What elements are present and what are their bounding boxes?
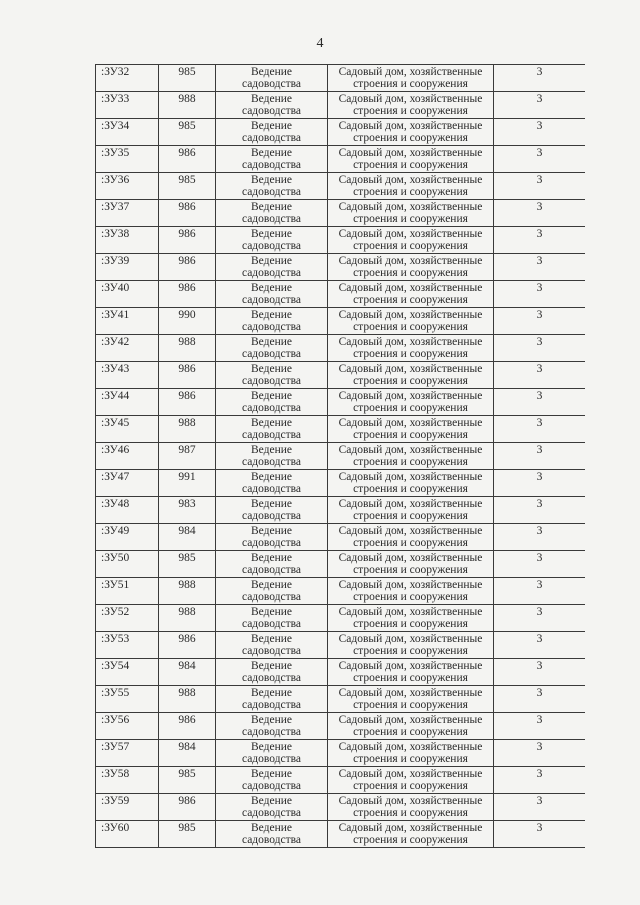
buildings-cell-line1: Садовый дом, хозяйственные [338, 309, 483, 321]
area-cell: 990 [159, 308, 216, 335]
buildings-cell-line1: Садовый дом, хозяйственные [338, 363, 483, 375]
area-cell: 988 [159, 416, 216, 443]
buildings-cell-line2: строения и сооружения [353, 348, 468, 360]
class-cell: 3 [494, 92, 586, 119]
buildings-cell-line1: Садовый дом, хозяйственные [338, 498, 483, 510]
permitted-use-cell [216, 767, 328, 794]
permitted-use-cell-line2: садоводства [241, 834, 302, 846]
permitted-use-cell-line1: Ведение [251, 174, 292, 186]
parcel-id-cell: :ЗУ43 [96, 362, 159, 389]
parcel-id-cell: :ЗУ46 [96, 443, 159, 470]
buildings-cell-line2: строения и сооружения [353, 834, 468, 846]
buildings-cell [328, 254, 494, 281]
area-cell: 986 [159, 794, 216, 821]
permitted-use-cell-line1: Ведение [251, 309, 292, 321]
buildings-cell [328, 632, 494, 659]
buildings-cell-line1: Садовый дом, хозяйственные [338, 390, 483, 402]
permitted-use-cell-line2: садоводства [241, 105, 302, 117]
buildings-cell-line2: строения и сооружения [353, 159, 468, 171]
permitted-use-cell-line2: садоводства [241, 213, 302, 225]
table-row [96, 767, 586, 794]
permitted-use-cell-line1: Ведение [251, 120, 292, 132]
permitted-use-cell-line2: садоводства [241, 699, 302, 711]
buildings-cell-line1: Садовый дом, хозяйственные [338, 687, 483, 699]
area-cell: 985 [159, 119, 216, 146]
buildings-cell-line1: Садовый дом, хозяйственные [338, 795, 483, 807]
class-cell: 3 [494, 146, 586, 173]
area-cell: 984 [159, 524, 216, 551]
parcel-id-cell: :ЗУ55 [96, 686, 159, 713]
permitted-use-cell-line1: Ведение [251, 201, 292, 213]
permitted-use-cell [216, 632, 328, 659]
permitted-use-cell-line1: Ведение [251, 336, 292, 348]
permitted-use-cell-line2: садоводства [241, 618, 302, 630]
class-cell: 3 [494, 335, 586, 362]
permitted-use-cell [216, 659, 328, 686]
class-cell: 3 [494, 173, 586, 200]
parcel-id-cell: :ЗУ53 [96, 632, 159, 659]
permitted-use-cell-line2: садоводства [241, 429, 302, 441]
permitted-use-cell-line1: Ведение [251, 660, 292, 672]
permitted-use-cell [216, 794, 328, 821]
permitted-use-cell [216, 308, 328, 335]
area-cell: 988 [159, 605, 216, 632]
permitted-use-cell [216, 173, 328, 200]
permitted-use-cell-line1: Ведение [251, 66, 292, 78]
parcel-id-cell: :ЗУ51 [96, 578, 159, 605]
parcel-id-cell: :ЗУ54 [96, 659, 159, 686]
class-cell: 3 [494, 740, 586, 767]
permitted-use-cell-line1: Ведение [251, 363, 292, 375]
buildings-cell-line1: Садовый дом, хозяйственные [338, 660, 483, 672]
table-row [96, 281, 586, 308]
permitted-use-cell [216, 254, 328, 281]
permitted-use-cell-line2: садоводства [241, 294, 302, 306]
parcel-id-cell: :ЗУ34 [96, 119, 159, 146]
buildings-cell-line1: Садовый дом, хозяйственные [338, 741, 483, 753]
parcel-id-cell: :ЗУ41 [96, 308, 159, 335]
permitted-use-cell-line1: Ведение [251, 444, 292, 456]
permitted-use-cell [216, 227, 328, 254]
buildings-cell-line2: строения и сооружения [353, 591, 468, 603]
table-row [96, 632, 586, 659]
permitted-use-cell [216, 389, 328, 416]
table-row [96, 794, 586, 821]
permitted-use-cell-line2: садоводства [241, 402, 302, 414]
table-row [96, 200, 586, 227]
buildings-cell-line1: Садовый дом, хозяйственные [338, 552, 483, 564]
buildings-cell-line2: строения и сооружения [353, 618, 468, 630]
buildings-cell-line1: Садовый дом, хозяйственные [338, 444, 483, 456]
permitted-use-cell [216, 335, 328, 362]
buildings-cell-line2: строения и сооружения [353, 294, 468, 306]
class-cell: 3 [494, 308, 586, 335]
area-cell: 985 [159, 821, 216, 848]
buildings-cell-line1: Садовый дом, хозяйственные [338, 282, 483, 294]
buildings-cell-line2: строения и сооружения [353, 510, 468, 522]
permitted-use-cell [216, 740, 328, 767]
class-cell: 3 [494, 470, 586, 497]
buildings-cell-line1: Садовый дом, хозяйственные [338, 93, 483, 105]
permitted-use-cell [216, 65, 328, 92]
table-row [96, 416, 586, 443]
permitted-use-cell-line2: садоводства [241, 672, 302, 684]
class-cell: 3 [494, 551, 586, 578]
table-row [96, 740, 586, 767]
buildings-cell [328, 119, 494, 146]
buildings-cell-line2: строения и сооружения [353, 564, 468, 576]
permitted-use-cell [216, 119, 328, 146]
buildings-cell-line1: Садовый дом, хозяйственные [338, 714, 483, 726]
class-cell: 3 [494, 524, 586, 551]
buildings-cell-line1: Садовый дом, хозяйственные [338, 120, 483, 132]
class-cell: 3 [494, 65, 586, 92]
table-row [96, 335, 586, 362]
class-cell: 3 [494, 578, 586, 605]
permitted-use-cell-line1: Ведение [251, 741, 292, 753]
buildings-cell [328, 659, 494, 686]
table-row [96, 173, 586, 200]
buildings-cell-line1: Садовый дом, хозяйственные [338, 822, 483, 834]
buildings-cell-line2: строения и сооружения [353, 726, 468, 738]
permitted-use-cell [216, 578, 328, 605]
buildings-cell [328, 551, 494, 578]
table-row [96, 470, 586, 497]
parcel-id-cell: :ЗУ56 [96, 713, 159, 740]
permitted-use-cell-line2: садоводства [241, 456, 302, 468]
table-row [96, 605, 586, 632]
permitted-use-cell-line1: Ведение [251, 417, 292, 429]
parcel-id-cell: :ЗУ40 [96, 281, 159, 308]
buildings-cell [328, 443, 494, 470]
parcel-table-container [95, 64, 585, 864]
parcel-id-cell: :ЗУ50 [96, 551, 159, 578]
buildings-cell [328, 605, 494, 632]
buildings-cell-line2: строения и сооружения [353, 672, 468, 684]
permitted-use-cell-line2: садоводства [241, 375, 302, 387]
table-row [96, 362, 586, 389]
class-cell: 3 [494, 416, 586, 443]
buildings-cell-line2: строения и сооружения [353, 456, 468, 468]
class-cell: 3 [494, 389, 586, 416]
buildings-cell-line2: строения и сооружения [353, 699, 468, 711]
permitted-use-cell-line1: Ведение [251, 795, 292, 807]
class-cell: 3 [494, 686, 586, 713]
area-cell: 986 [159, 713, 216, 740]
buildings-cell [328, 281, 494, 308]
parcel-id-cell: :ЗУ45 [96, 416, 159, 443]
buildings-cell [328, 740, 494, 767]
parcel-id-cell: :ЗУ38 [96, 227, 159, 254]
table-row [96, 659, 586, 686]
parcel-id-cell: :ЗУ48 [96, 497, 159, 524]
permitted-use-cell [216, 524, 328, 551]
parcel-id-cell: :ЗУ57 [96, 740, 159, 767]
area-cell: 988 [159, 92, 216, 119]
buildings-cell-line2: строения и сооружения [353, 213, 468, 225]
permitted-use-cell-line2: садоводства [241, 510, 302, 522]
permitted-use-cell-line2: садоводства [241, 240, 302, 252]
area-cell: 988 [159, 686, 216, 713]
parcel-id-cell: :ЗУ39 [96, 254, 159, 281]
table-row [96, 389, 586, 416]
table-row [96, 308, 586, 335]
permitted-use-cell-line2: садоводства [241, 780, 302, 792]
permitted-use-cell [216, 713, 328, 740]
area-cell: 991 [159, 470, 216, 497]
buildings-cell [328, 92, 494, 119]
buildings-cell-line2: строения и сооружения [353, 537, 468, 549]
buildings-cell-line2: строения и сооружения [353, 105, 468, 117]
table-row [96, 227, 586, 254]
permitted-use-cell-line1: Ведение [251, 147, 292, 159]
area-cell: 986 [159, 146, 216, 173]
buildings-cell [328, 578, 494, 605]
permitted-use-cell [216, 92, 328, 119]
permitted-use-cell-line2: садоводства [241, 564, 302, 576]
buildings-cell [328, 767, 494, 794]
buildings-cell [328, 335, 494, 362]
parcel-id-cell: :ЗУ49 [96, 524, 159, 551]
permitted-use-cell [216, 281, 328, 308]
permitted-use-cell-line2: садоводства [241, 321, 302, 333]
table-row [96, 686, 586, 713]
buildings-cell-line1: Садовый дом, хозяйственные [338, 336, 483, 348]
area-cell: 983 [159, 497, 216, 524]
table-row [96, 524, 586, 551]
table-row [96, 443, 586, 470]
permitted-use-cell-line1: Ведение [251, 822, 292, 834]
permitted-use-cell-line2: садоводства [241, 645, 302, 657]
parcel-id-cell: :ЗУ33 [96, 92, 159, 119]
permitted-use-cell-line2: садоводства [241, 267, 302, 279]
permitted-use-cell-line1: Ведение [251, 471, 292, 483]
buildings-cell-line2: строения и сооружения [353, 132, 468, 144]
buildings-cell [328, 65, 494, 92]
parcel-id-cell: :ЗУ52 [96, 605, 159, 632]
permitted-use-cell-line2: садоводства [241, 537, 302, 549]
permitted-use-cell-line2: садоводства [241, 483, 302, 495]
buildings-cell-line2: строения и сооружения [353, 753, 468, 765]
table-row [96, 551, 586, 578]
buildings-cell [328, 821, 494, 848]
class-cell: 3 [494, 254, 586, 281]
permitted-use-cell [216, 443, 328, 470]
permitted-use-cell [216, 200, 328, 227]
permitted-use-cell-line2: садоводства [241, 132, 302, 144]
buildings-cell [328, 686, 494, 713]
buildings-cell [328, 524, 494, 551]
permitted-use-cell [216, 470, 328, 497]
permitted-use-cell-line2: садоводства [241, 726, 302, 738]
class-cell: 3 [494, 659, 586, 686]
permitted-use-cell [216, 821, 328, 848]
permitted-use-cell-line1: Ведение [251, 93, 292, 105]
permitted-use-cell-line1: Ведение [251, 390, 292, 402]
area-cell: 988 [159, 578, 216, 605]
table-row [96, 119, 586, 146]
class-cell: 3 [494, 443, 586, 470]
buildings-cell-line2: строения и сооружения [353, 483, 468, 495]
buildings-cell-line1: Садовый дом, хозяйственные [338, 228, 483, 240]
class-cell: 3 [494, 794, 586, 821]
buildings-cell-line2: строения и сооружения [353, 807, 468, 819]
buildings-cell-line2: строения и сооружения [353, 267, 468, 279]
permitted-use-cell-line2: садоводства [241, 78, 302, 90]
buildings-cell-line2: строения и сооружения [353, 429, 468, 441]
permitted-use-cell [216, 146, 328, 173]
permitted-use-cell [216, 551, 328, 578]
permitted-use-cell-line1: Ведение [251, 525, 292, 537]
buildings-cell [328, 308, 494, 335]
permitted-use-cell-line1: Ведение [251, 228, 292, 240]
area-cell: 986 [159, 200, 216, 227]
parcel-table-body [96, 65, 586, 848]
buildings-cell-line1: Садовый дом, хозяйственные [338, 606, 483, 618]
permitted-use-cell-line1: Ведение [251, 579, 292, 591]
parcel-id-cell: :ЗУ32 [96, 65, 159, 92]
permitted-use-cell-line1: Ведение [251, 633, 292, 645]
parcel-id-cell: :ЗУ42 [96, 335, 159, 362]
buildings-cell [328, 173, 494, 200]
buildings-cell-line2: строения и сооружения [353, 375, 468, 387]
buildings-cell [328, 713, 494, 740]
permitted-use-cell-line1: Ведение [251, 498, 292, 510]
class-cell: 3 [494, 362, 586, 389]
class-cell: 3 [494, 821, 586, 848]
area-cell: 985 [159, 173, 216, 200]
buildings-cell-line1: Садовый дом, хозяйственные [338, 147, 483, 159]
area-cell: 986 [159, 254, 216, 281]
area-cell: 986 [159, 227, 216, 254]
area-cell: 984 [159, 659, 216, 686]
permitted-use-cell-line2: садоводства [241, 186, 302, 198]
area-cell: 986 [159, 632, 216, 659]
parcel-id-cell: :ЗУ60 [96, 821, 159, 848]
parcel-id-cell: :ЗУ35 [96, 146, 159, 173]
class-cell: 3 [494, 767, 586, 794]
permitted-use-cell-line1: Ведение [251, 768, 292, 780]
area-cell: 986 [159, 362, 216, 389]
class-cell: 3 [494, 119, 586, 146]
table-row [96, 146, 586, 173]
buildings-cell-line2: строения и сооружения [353, 402, 468, 414]
permitted-use-cell [216, 605, 328, 632]
buildings-cell-line1: Садовый дом, хозяйственные [338, 768, 483, 780]
buildings-cell-line1: Садовый дом, хозяйственные [338, 255, 483, 267]
buildings-cell-line1: Садовый дом, хозяйственные [338, 471, 483, 483]
page-number: 4 [316, 36, 324, 51]
permitted-use-cell-line1: Ведение [251, 687, 292, 699]
buildings-cell [328, 146, 494, 173]
table-row [96, 65, 586, 92]
buildings-cell-line1: Садовый дом, хозяйственные [338, 174, 483, 186]
area-cell: 985 [159, 767, 216, 794]
table-row [96, 254, 586, 281]
permitted-use-cell [216, 686, 328, 713]
class-cell: 3 [494, 605, 586, 632]
buildings-cell [328, 200, 494, 227]
class-cell: 3 [494, 632, 586, 659]
table-row [96, 821, 586, 848]
table-row [96, 578, 586, 605]
buildings-cell-line1: Садовый дом, хозяйственные [338, 417, 483, 429]
area-cell: 985 [159, 551, 216, 578]
table-row [96, 497, 586, 524]
parcel-id-cell: :ЗУ36 [96, 173, 159, 200]
parcel-id-cell: :ЗУ44 [96, 389, 159, 416]
parcel-id-cell: :ЗУ37 [96, 200, 159, 227]
buildings-cell-line2: строения и сооружения [353, 321, 468, 333]
parcel-table [95, 64, 585, 848]
buildings-cell [328, 389, 494, 416]
permitted-use-cell-line2: садоводства [241, 753, 302, 765]
buildings-cell [328, 794, 494, 821]
permitted-use-cell-line2: садоводства [241, 159, 302, 171]
area-cell: 988 [159, 335, 216, 362]
buildings-cell-line1: Садовый дом, хозяйственные [338, 201, 483, 213]
buildings-cell-line1: Садовый дом, хозяйственные [338, 633, 483, 645]
parcel-id-cell: :ЗУ59 [96, 794, 159, 821]
buildings-cell [328, 362, 494, 389]
buildings-cell-line1: Садовый дом, хозяйственные [338, 579, 483, 591]
buildings-cell-line2: строения и сооружения [353, 780, 468, 792]
buildings-cell-line2: строения и сооружения [353, 78, 468, 90]
permitted-use-cell [216, 362, 328, 389]
area-cell: 987 [159, 443, 216, 470]
permitted-use-cell [216, 497, 328, 524]
permitted-use-cell-line1: Ведение [251, 255, 292, 267]
table-row [96, 92, 586, 119]
buildings-cell [328, 416, 494, 443]
permitted-use-cell [216, 416, 328, 443]
buildings-cell-line2: строения и сооружения [353, 240, 468, 252]
class-cell: 3 [494, 227, 586, 254]
permitted-use-cell-line2: садоводства [241, 591, 302, 603]
buildings-cell-line1: Садовый дом, хозяйственные [338, 66, 483, 78]
buildings-cell-line1: Садовый дом, хозяйственные [338, 525, 483, 537]
class-cell: 3 [494, 497, 586, 524]
buildings-cell [328, 470, 494, 497]
parcel-id-cell: :ЗУ47 [96, 470, 159, 497]
permitted-use-cell-line2: садоводства [241, 807, 302, 819]
buildings-cell-line2: строения и сооружения [353, 645, 468, 657]
parcel-id-cell: :ЗУ58 [96, 767, 159, 794]
permitted-use-cell-line1: Ведение [251, 714, 292, 726]
area-cell: 985 [159, 65, 216, 92]
class-cell: 3 [494, 713, 586, 740]
class-cell: 3 [494, 200, 586, 227]
area-cell: 986 [159, 281, 216, 308]
permitted-use-cell-line1: Ведение [251, 552, 292, 564]
permitted-use-cell-line1: Ведение [251, 606, 292, 618]
buildings-cell-line2: строения и сооружения [353, 186, 468, 198]
table-row [96, 713, 586, 740]
permitted-use-cell-line1: Ведение [251, 282, 292, 294]
area-cell: 984 [159, 740, 216, 767]
area-cell: 986 [159, 389, 216, 416]
class-cell: 3 [494, 281, 586, 308]
buildings-cell [328, 497, 494, 524]
permitted-use-cell-line2: садоводства [241, 348, 302, 360]
buildings-cell [328, 227, 494, 254]
